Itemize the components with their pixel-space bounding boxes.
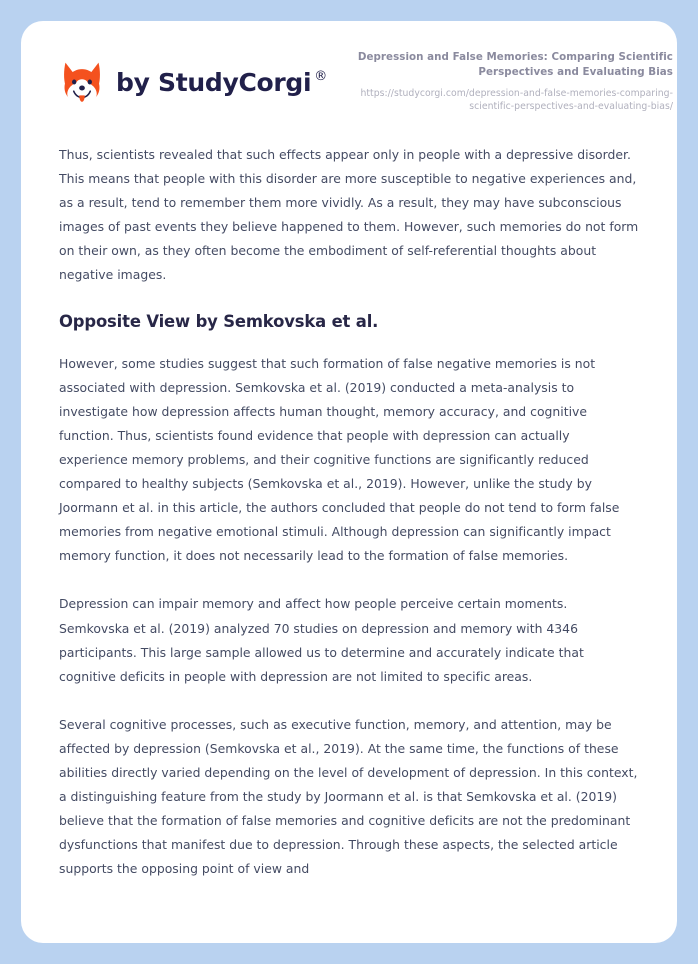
paragraph: Thus, scientists revealed that such effects appear only in people with a depressive disorder. This means that people with this disorder are more susceptible to negative experiences and, as a result, tend to remember them more vividly. As a result, they may have subconscious images of past events they believe happened to them. However, such memories do not form on their own, as they often become the embodiment of self-referential thoughts about negative images. <box>59 147 639 283</box>
brand-name: by StudyCorgi <box>116 67 312 97</box>
document-page <box>21 21 677 943</box>
document-meta <box>327 50 677 113</box>
document-header <box>21 21 677 143</box>
document-body <box>21 143 677 881</box>
brand-logo[interactable] <box>59 59 327 105</box>
paragraph: However, some studies suggest that such formation of false negative memories is not associated with depression. Semkovska et al. (2019) conducted a meta-analysis to investigate how depression affects human thought, memory accuracy, and cognitive function. Thus, scientists found evidence that people with depression can actually experience memory problems, and their cognitive functions are significantly reduced compared to healthy subjects (Semkovska et al., 2019). However, unlike the study by Joormann et al. in this article, the authors concluded that people do not tend to form false memories from negative emotional stimuli. Although depression can significantly impact memory function, it does not necessarily lead to the formation of false memories. <box>59 355 620 564</box>
section-heading: Opposite View by Semkovska et al. <box>59 311 379 331</box>
registered-trademark-icon: ® <box>314 68 327 84</box>
document-url[interactable]: https://studycorgi.com/depression-and-false-memories-comparing-scientific-perspectives-and-evaluating-bias/ <box>360 87 673 113</box>
document-title: Depression and False Memories: Comparing Scientific Perspectives and Evaluating Bias <box>357 51 673 79</box>
brand-name-wrapper <box>116 68 327 97</box>
paragraph: Depression can impair memory and affect how people perceive certain moments. Semkovska et al. (2019) analyzed 70 studies on depression and memory with 4346 participants. This large sample allowed us to determine and accurately indicate that cognitive deficits in people with depression are not limited to specific areas. <box>59 596 584 684</box>
corgi-logo-icon <box>59 59 105 105</box>
paragraph: Several cognitive processes, such as executive function, memory, and attention, may be affected by depression (Semkovska et al., 2019). At the same time, the functions of these abilities directly varied depending on the level of development of depression. In this context, a distinguishing feature from the study by Joormann et al. is that Semkovska et al. (2019) believe that the formation of false memories and cognitive deficits are not the predominant dysfunctions that manifest due to depression. Through these aspects, the selected article supports the opposing point of view and <box>59 716 638 877</box>
